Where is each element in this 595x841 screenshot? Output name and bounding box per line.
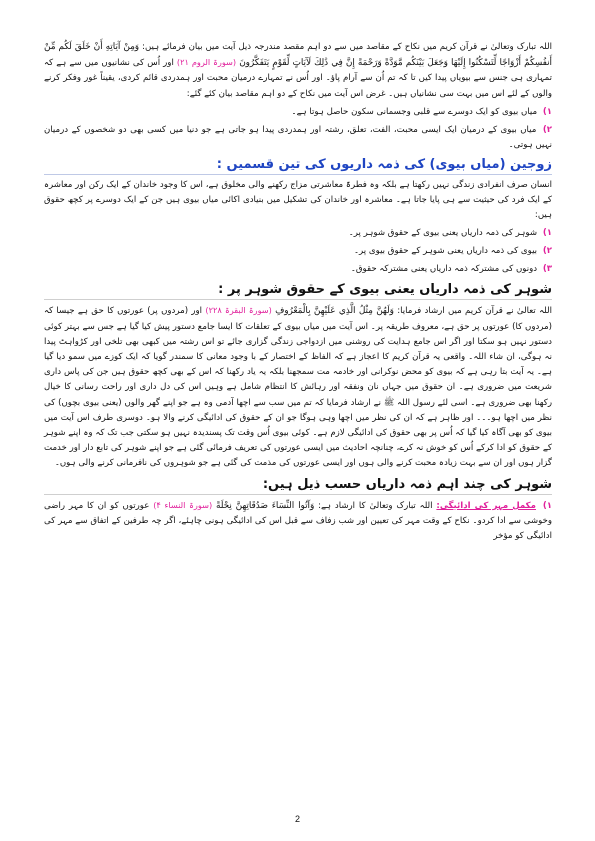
- responsibility-type-item: [44, 262, 552, 277]
- section2-lead: اللہ تعالیٰ نے قرآن کریم میں ارشاد فرمایا:: [397, 306, 553, 317]
- item-label: مکمل مہر کی ادائیگی:: [436, 500, 536, 511]
- section2-ayah-reference: (سورۃ البقرۃ ۲۲۸): [205, 305, 272, 316]
- purpose-text: میاں بیوی کو ایک دوسرے سے قلبی وجسمانی سکون حاصل ہوتا ہے۔: [291, 106, 538, 117]
- page-number: 2: [294, 814, 300, 824]
- intro-ayah: وَمِنْ آيَاتِهِ أَنْ خَلَقَ لَكُم مِّنْ أَنفُسِكُمْ أَزْوَاجًا لِّتَسْكُنُوا إِلَيْهَا وَجَعَلَ بَيْنَكُم مَّوَدَّةً وَرَحْمَةً إِنَّ فِي ذَٰلِكَ لَآيَاتٍ لِّقَوْمٍ يَتَفَكَّرُونَ: [44, 42, 552, 69]
- intro-paragraph: [44, 40, 552, 102]
- item-number: ۱): [542, 228, 552, 239]
- item-text: شوہر کی ذمہ داریاں یعنی بیوی کے حقوق شوہر پر۔: [348, 228, 538, 239]
- intro-translation: اور اُس کی نشانیوں میں سے ہے کہ تمہاری ہی جنس سے بیویاں پیدا کیں تا کہ تم اُن سے آرام پاؤ۔ اور اُس نے تمہارے درمیان محبت اور ہمدردی قائم کردی، یقیناً غور وفکر کرنے والوں کے لئے اس میں بہت سی نشانیاں ہیں۔ غرض اس آیت میں نکاح کے دو اہم مقاصد بیان کئے گئے:: [44, 58, 552, 99]
- item-text: عورتوں کو ان کا مہر راضی وخوشی سے ادا کردو۔ نکاح کے وقت مہر کی تعیین اور شب زفاف سے قبل اس کی ادائیگی ہونی چاہئے، اگر چہ طرفین کے اتفاق سے مہر کی ادائیگی کو مؤخر: [44, 500, 552, 542]
- section1-paragraph: انسان صرف انفرادی زندگی نہیں رکھتا ہے بلکہ وہ فطرۃً معاشرتی مزاج رکھنے والی مخلوق ہے، اس کا وجود خاندان کے ایک رکن اور معاشرہ کے ایک فرد کی حیثیت سے ہی پایا جاتا ہے۔ معاشرہ اور خاندان کی تشکیل میں بنیادی اکائی میاں بیوی ہیں جن کے ایک دوسرے پر کچھ حقوق ہیں:: [44, 179, 552, 221]
- purpose-text: میاں بیوی کے درمیان ایک ایسی محبت، الفت، تعلق، رشتہ اور ہمدردی پیدا ہو جاتی ہے جو دنیا میں کسی بھی دو شخصوں کے درمیان نہیں ہوتی۔: [44, 124, 552, 150]
- item-text: دونوں کی مشترکہ ذمہ داریاں یعنی مشترکہ حقوق۔: [350, 264, 538, 275]
- item-number: ۳): [542, 264, 552, 275]
- purpose-item: [44, 105, 552, 120]
- item-number: ۲): [542, 246, 552, 257]
- section-heading-responsibility-types: زوجین (میاں بیوی) کی ذمہ داریوں کی تین قسمیں :: [44, 156, 552, 175]
- item-ayah: وَآتُوا النِّسَاءَ صَدُقَاتِهِنَّ نِحْلَةً: [216, 500, 315, 511]
- responsibility-type-item: [44, 226, 552, 241]
- intro-lead: اللہ تبارک وتعالیٰ نے قرآن کریم میں نکاح کے مقاصد میں سے دو اہم مقصد مندرجہ ذیل آیت میں بیان فرمائے ہیں:: [142, 42, 553, 52]
- section3-item-1: [44, 498, 552, 545]
- responsibility-type-item: [44, 244, 552, 259]
- item-text: بیوی کی ذمہ داریاں یعنی شوہر کے حقوق بیوی پر۔: [354, 246, 538, 257]
- section2-text: اور (مردوں پر) عورتوں کا حق ہے جیسا کہ (مردوں کا) عورتوں پر حق ہے، معروف طریقہ پر۔ اس آیت میں میاں بیوی کے تعلقات کا ایسا جامع دستور پیش کیا گیا ہے جس سے بہتر کوئی دستور نہیں ہو سکتا اور اگر اس جامع ہدایت کی روشنی میں ازدواجی زندگی گزاری جائے تو اس رشتہ میں کبھی بھی تلخی اور کڑواہٹ پیدا نہ ہوگی، ان شاء اللہ۔ واقعی یہ قرآن کریم کا اعجاز ہے کہ الفاظ کے اختصار کے با وجود معانی کا سمندر گویا کہ ایک کوزے میں سمو دیا گیا ہے۔ یہ آیت بتا رہی ہے کہ بیوی کو محض نوکرانی اور خادمہ مت سمجھنا بلکہ یہ یاد رکھنا کہ اس کے بھی کچھ حقوق ہیں جن کی پاس داری شریعت میں ضروری ہے۔ ان حقوق میں جہاں نان ونفقہ اور رہائش کا انتظام شامل ہے وہیں اس کی دل داری اور راحت رسانی کا خیال رکھنا بھی ضروری ہے۔ اسی لئے رسول اللہ ﷺ نے ارشاد فرمایا کہ تم میں سب سے اچھا آدمی وہ ہے جو اپنے گھر والوں (یعنی بیوی بچوں) کی نظر میں اچھا ہو۔۔۔ اور ظاہر ہے کہ ان کی نظر میں اچھا وہی ہوگا جو ان کے حقوق کی ادائیگی کرنے والا ہو۔ دوسری طرف اس آیت میں بیوی کو بھی آگاہ کیا گیا کہ اُس پر بھی حقوق کی ادائیگی لازم ہے۔ کوئی بیوی اُس وقت تک پسندیدہ نہیں ہو سکتی جب تک کہ وہ اپنے شوہر کے حقوق کو ادا کرکے اُس کو خوش نہ کرے، چنانچہ احادیث میں ایسی عورتوں کی تعریف فرمائی گئی ہے جو اپنے شوہر کی تابع دار اور خدمت گزار ہوں اور ان سے بہت زیادہ محبت کرنے والی ہوں اور ایسی عورتوں کی مذمت کی گئی ہے جو شوہروں کی نافرمانی کرنے والی ہوں۔: [44, 306, 552, 469]
- item-ayah-reference: (سورۃ النساء ۴): [153, 499, 213, 510]
- document-page: [44, 40, 552, 546]
- section-heading-husband-duties: شوہر کی ذمہ داریاں یعنی بیوی کے حقوق شوہر پر :: [44, 281, 552, 300]
- section-heading-important-duties: شوہر کی چند اہم ذمہ داریاں حسب ذیل ہیں:: [44, 476, 552, 495]
- item-lead: اللہ تبارک وتعالیٰ کا ارشاد ہے:: [318, 500, 433, 511]
- purpose-item: [44, 123, 552, 153]
- item-number: ۱): [542, 500, 553, 511]
- section2-paragraph: [44, 303, 552, 471]
- section2-ayah: وَلَهُنَّ مِثْلُ الَّذِي عَلَيْهِنَّ بِالْمَعْرُوفِ: [275, 306, 394, 317]
- intro-ayah-reference: (سورۃ الروم ۲۱): [176, 57, 237, 68]
- purpose-number: ۱): [542, 106, 552, 117]
- purpose-number: ۲): [542, 124, 552, 135]
